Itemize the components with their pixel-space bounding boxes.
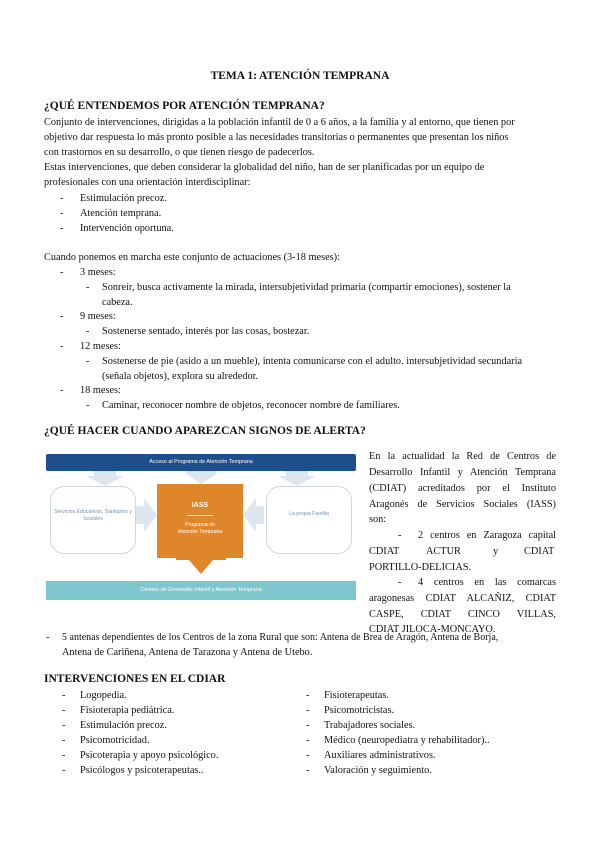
list-item-text: Médico (neuropediatra y rehabilitador)..: [324, 735, 490, 746]
list-item: -: [60, 193, 64, 204]
center-name: PORTILLO-DELICIAS.: [369, 562, 472, 573]
page-title: TEMA 1: ATENCIÓN TEMPRANA: [210, 70, 390, 82]
paragraph-line: Estas intervenciones, que deben considerar la globalidad del niño, han de ser planificadas por un equipo de: [44, 162, 485, 173]
paragraph-line: profesionales con una orientación interdisciplinar:: [44, 177, 251, 188]
divider: [187, 515, 213, 516]
milestone-label: 18 meses:: [80, 385, 121, 396]
list-item-text: Fisioterapeutas.: [324, 690, 389, 701]
milestone-text: (señala objetos), explora su alrededor.: [102, 371, 259, 382]
paragraph-line: CASPE, CDIAT CINCO VILLAS,: [369, 609, 556, 620]
list-item-text: Intervención oportuna.: [80, 223, 174, 234]
paragraph-line: Antena de Cariñena, Antena de Tarazona y Antena de Utebo.: [62, 647, 313, 658]
paragraph-line: Conjunto de intervenciones, dirigidas a la población infantil de 0 a 6 años, a la familia y al entorno, que tienen por: [44, 117, 515, 128]
center-name: CDIAT: [524, 546, 555, 557]
list-item-text: Estimulación precoz.: [80, 720, 167, 731]
cdiat-diagram: [44, 452, 358, 602]
list-item-text: Psicoterapia y apoyo psicológico.: [80, 750, 219, 761]
iass-subtitle: Programa de Atención Temprana: [177, 522, 223, 535]
list-item-text: Auxiliares administrativos.: [324, 750, 436, 761]
iass-title: IASS: [191, 502, 209, 509]
document-page: TEMA 1: ATENCIÓN TEMPRANA ¿QUÉ ENTENDEMOS POR ATENCIÓN TEMPRANA? Conjunto de intervenciones, dirigidas a la población infantil de 0 a 6 años, a la familia y al entorno, que tienen por objetivo dar respuesta lo más pronto posible a las necesidades transitorias o permanentes que presentan los niños con trastornos en su desarrollo, o que tienen riesgo de padecerlos. Estas intervenciones, que deben considerar la globalidad del niño, han de ser planificadas por un equipo de profesionales con una orientación interdisciplinar: - Estimulación precoz. - Atención temprana. - Intervención oportuna. Cuando ponemos en marcha este conjunto de actuaciones (3-18 meses): - 3 meses: - Sonreír, busca activamente la mirada, intersubjetividad primaria (compartir emociones), sostener la cabeza. - 9 meses: - Sostenerse sentado, interés por las cosas, bostezar. - 12 meses: - Sostenerse de pie (asido a un mueble), intenta comunicarse con el adulto. intersubjetividad secundaria (señala objetos), explora su alrededor. - 18 meses: - Caminar, reconocer nombre de objetos, reconocer nombre de familiares. ¿QUÉ HACER CUANDO APAREZCAN SIGNOS DE ALERTA? Acceso al Programa de Atención Temprana Servicios Educativos, Sanitarios y Sociales La propia Familia IASS Programa de Atención Temprana Centros de Desarrollo Infantil y Atención Temprana En la actualidad la Red de Centros de Desarrollo Infantil y Atención Temprana (CDIAT) acreditados por el Instituto Aragonés de Servicios Sociales (IASS) son: - 2 centros en Zaragoza capital CDIAT ACTUR y CDIAT PORTILLO-DELICIAS. - 4 centros en las comarcas aragonesas CDIAT ALCAÑIZ, CDIAT CASPE, CDIAT CINCO VILLAS, CDIAT JILOCA-MONCAYO. - 5 antenas dependientes de los Centros de la zona Rural que son: Antena de Brea de Aragón, Antena de Borja, Antena de Cariñena, Antena de Tarazona y Antena de Utebo. INTERVENCIONES EN EL CDIAR - Logopedia. - Fisioterapia pediátrica. - Estimulación precoz. - Psicomotricidad. - Psicoterapia y apoyo psicológico. - Psicólogos y psicoterapeutas.. - Fisioterapeutas. - Psicomotricistas. - Trabajadores sociales. - Médico (neuropediatra y rehabilitador).. - Auxiliares administrativos. - Valoración y seguimiento.: [0, 0, 600, 848]
list-item-text: Estimulación precoz.: [80, 193, 167, 204]
paragraph-line: CDIAT JILOCA-MONCAYO.: [369, 624, 496, 635]
list-item-text: Atención temprana.: [80, 208, 162, 219]
iass-box: [157, 484, 243, 558]
arrow-left-icon: [243, 498, 264, 532]
center-down-arrow: [44, 558, 358, 578]
paragraph-line: (CDIAT) acreditados por el Instituto: [369, 483, 556, 494]
list-item-text: Trabajadores sociales.: [324, 720, 416, 731]
paragraph-line: objetivo dar respuesta lo más pronto posible a las necesidades transitorias o permanentes que presentan los niños: [44, 132, 509, 143]
paragraph-line: 4 centros en las comarcas: [418, 577, 556, 588]
milestone-label: 9 meses:: [80, 311, 116, 322]
centers-banner-label: Centros de Desarrollo Infantil y Atención Temprana: [140, 587, 262, 593]
list-item-text: Psicólogos y psicoterapeutas..: [80, 765, 204, 776]
services-label: Servicios Educativos, Sanitarios y Sociales: [54, 509, 132, 522]
family-label: La propia Familia: [289, 511, 329, 517]
paragraph-line: En la actualidad la Red de Centros de: [369, 451, 556, 462]
paragraph-word: y: [493, 546, 499, 557]
milestone-label: 3 meses:: [80, 267, 116, 278]
milestone-text: cabeza.: [102, 297, 133, 308]
arrow-right-icon: [136, 498, 157, 532]
milestone-text: Sonreír, busca activamente la mirada, intersubjetividad primaria (compartir emociones), sostener la: [102, 282, 511, 293]
section-heading-2: ¿QUÉ HACER CUANDO APAREZCAN SIGNOS DE ALERTA?: [44, 425, 366, 437]
center-name: ACTUR: [426, 546, 461, 557]
access-banner: [46, 454, 356, 471]
list-item-text: Psicomotricistas.: [324, 705, 395, 716]
access-banner-label: Acceso al Programa de Atención Temprana: [149, 459, 253, 465]
arrow-down-orange-icon: [176, 558, 226, 574]
paragraph-line: son:: [369, 514, 387, 525]
milestone-text: Sostenerse sentado, interés por las cosas, bostezar.: [102, 326, 310, 337]
milestone-text: Sostenerse de pie (asido a un mueble), intenta comunicarse con el adulto. intersubjetividad secundaria: [102, 356, 523, 367]
list-item: -: [60, 208, 64, 219]
list-item-text: Fisioterapia pediátrica.: [80, 705, 175, 716]
list-item-text: Psicomotricidad.: [80, 735, 150, 746]
paragraph-line: 5 antenas dependientes de los Centros de la zona Rural que son: Antena de Brea de Aragón, Antena de Borja,: [62, 632, 499, 643]
paragraph-line: Aragonés de Servicios Sociales (IASS): [369, 499, 556, 510]
list-item-text: Logopedia.: [80, 690, 127, 701]
milestone-text: Caminar, reconocer nombre de objetos, reconocer nombre de familiares.: [102, 400, 400, 411]
section-heading-1: ¿QUÉ ENTENDEMOS POR ATENCIÓN TEMPRANA?: [44, 100, 325, 112]
paragraph-line: Cuando ponemos en marcha este conjunto de actuaciones (3-18 meses):: [44, 252, 340, 263]
center-name: CDIAT: [369, 546, 400, 557]
list-item: -: [60, 223, 64, 234]
milestone-label: 12 meses:: [80, 341, 121, 352]
paragraph-line: 2 centros en Zaragoza capital: [418, 530, 556, 541]
list-item-text: Valoración y seguimiento.: [324, 765, 432, 776]
paragraph-line: aragonesas CDIAT ALCAÑIZ, CDIAT: [369, 593, 556, 604]
paragraph-line: Desarrollo Infantil y Atención Temprana: [369, 467, 556, 478]
section-heading-3: INTERVENCIONES EN EL CDIAR: [44, 673, 226, 685]
paragraph-line: con trastornos en su desarrollo, o que tienen riesgo de padecerlos.: [44, 147, 315, 158]
centers-banner: [46, 581, 356, 600]
